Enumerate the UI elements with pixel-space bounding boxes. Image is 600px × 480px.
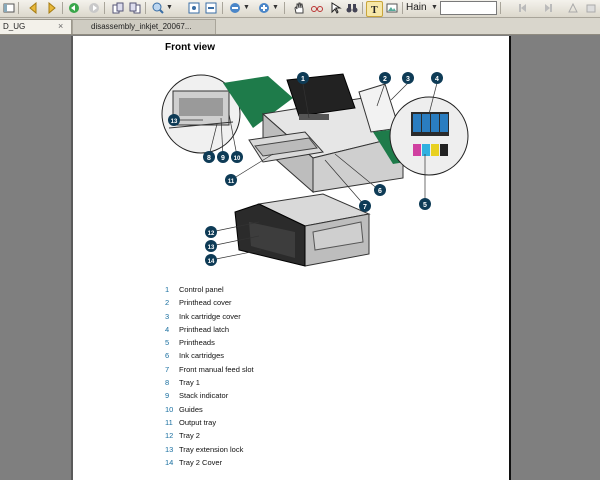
svg-text:2: 2 [383, 76, 387, 83]
rotate-right-icon[interactable] [127, 1, 142, 15]
part-number: 7 [165, 364, 170, 374]
list-item [165, 283, 254, 296]
callout-marker [359, 200, 371, 212]
binoculars-icon[interactable] [344, 1, 359, 15]
toolbar-separator [18, 2, 19, 14]
zoom-plus-icon[interactable] [256, 1, 271, 15]
toolbar-separator [284, 2, 285, 14]
list-item [165, 429, 254, 442]
part-number: 13 [165, 444, 174, 454]
rotate-left-icon[interactable] [110, 1, 125, 15]
toolbar-separator [222, 2, 223, 14]
part-label: Stack indicator [179, 391, 229, 401]
part-label: Tray 1 [179, 378, 200, 388]
list-item [165, 443, 254, 456]
part-label: Guides [179, 404, 203, 414]
part-number: 5 [165, 338, 170, 348]
close-tab-icon[interactable]: × [58, 21, 64, 31]
svg-text:7: 7 [363, 204, 367, 211]
callout-marker [168, 114, 180, 126]
toolbar-separator [500, 2, 501, 14]
toolbar-separator [362, 2, 363, 14]
callout-marker [374, 184, 386, 196]
callout-marker [419, 198, 431, 210]
next-page-icon[interactable] [44, 1, 59, 15]
svg-text:13: 13 [170, 119, 178, 125]
part-label: Output tray [179, 417, 217, 427]
part-label: Printhead latch [179, 324, 230, 334]
zoom-out-icon[interactable] [227, 1, 242, 15]
forward-icon[interactable] [86, 1, 101, 15]
callout-marker [379, 72, 391, 84]
toolbar-separator [104, 2, 105, 14]
printer-front-view-figure [73, 36, 509, 276]
svg-text:12: 12 [207, 231, 215, 237]
toolbar-separator [62, 2, 63, 14]
callout-marker [402, 72, 414, 84]
svg-text:T: T [370, 5, 378, 14]
part-number: 11 [165, 417, 173, 427]
page-shadow [509, 36, 511, 480]
tab-bar [0, 18, 600, 35]
page-title: Front view [165, 42, 216, 53]
callout-marker [225, 174, 237, 186]
svg-text:14: 14 [207, 259, 215, 265]
svg-text:13: 13 [207, 245, 215, 251]
part-number: 14 [165, 457, 174, 467]
part-number: 6 [165, 351, 170, 361]
list-item [165, 416, 254, 429]
svg-text:9: 9 [221, 155, 225, 162]
svg-text:1: 1 [301, 76, 305, 83]
part-label: Printhead cover [179, 298, 232, 308]
callout-marker [231, 151, 243, 163]
svg-text:11: 11 [227, 179, 235, 185]
back-icon[interactable] [66, 1, 81, 15]
part-label: Tray extension lock [179, 444, 244, 454]
callout-marker [205, 254, 217, 266]
part-number: 2 [165, 298, 170, 308]
svg-text:8: 8 [207, 155, 211, 162]
svg-text:4: 4 [435, 76, 439, 83]
part-label: Front manual feed slot [179, 364, 254, 374]
list-item [165, 310, 254, 323]
list-item [165, 376, 254, 389]
text-select-icon[interactable] [366, 1, 383, 17]
svg-text:10: 10 [233, 156, 241, 162]
part-number: 10 [165, 404, 174, 414]
previous-page-icon[interactable] [25, 1, 40, 15]
glasses-tool-icon[interactable] [309, 1, 324, 15]
part-label: Tray 2 [179, 431, 200, 441]
image-select-icon[interactable] [384, 1, 399, 15]
toolbar-separator [145, 2, 146, 14]
svg-text:3: 3 [406, 76, 410, 83]
callout-marker [205, 240, 217, 252]
list-item [165, 363, 254, 376]
part-label: Control panel [179, 285, 224, 294]
search-options-icon[interactable] [583, 1, 598, 15]
callout-marker [431, 72, 443, 84]
part-number: 8 [165, 378, 170, 388]
highlight-all-icon[interactable] [565, 1, 580, 15]
fit-width-icon[interactable] [203, 1, 218, 15]
search-previous-icon[interactable] [515, 1, 530, 15]
list-item [165, 336, 254, 349]
zoom-level-chevron-icon[interactable]: ▼ [431, 4, 438, 11]
callout-marker [217, 151, 229, 163]
zoom-menu-chevron-icon[interactable]: ▼ [166, 4, 173, 11]
callout-marker [297, 72, 309, 84]
zoom-label: Hain [406, 2, 427, 13]
select-arrow-icon[interactable] [328, 1, 343, 15]
part-label: Ink cartridges [179, 351, 225, 361]
list-item [165, 296, 254, 309]
callout-marker [203, 151, 215, 163]
document-page [73, 36, 509, 480]
fit-page-icon[interactable] [186, 1, 201, 15]
part-label: Tray 2 Cover [179, 457, 223, 467]
part-number: 3 [165, 311, 170, 321]
list-item [165, 389, 254, 402]
parts-list [165, 283, 254, 469]
zoom-plus-menu-chevron-icon[interactable]: ▼ [272, 4, 279, 11]
toolbar [0, 0, 600, 18]
printer-bottom-view [235, 194, 369, 266]
callout-marker [205, 226, 217, 238]
part-label: Printheads [179, 338, 215, 348]
list-item [165, 349, 254, 362]
sidebar-toggle-icon[interactable] [1, 1, 16, 15]
toolbar-separator [402, 2, 403, 14]
search-next-icon[interactable] [540, 1, 555, 15]
part-label: Ink cartridge cover [179, 311, 241, 321]
svg-text:6: 6 [378, 188, 382, 195]
part-number: 12 [165, 431, 174, 441]
list-item [165, 403, 254, 416]
list-item [165, 323, 254, 336]
part-number: 9 [165, 391, 170, 401]
tab-label: D_UG [3, 22, 26, 31]
tab-label: disassembly_inkjet_20067... [91, 22, 192, 31]
part-number: 4 [165, 324, 170, 334]
part-number: 1 [165, 285, 170, 294]
hand-tool-icon[interactable] [291, 1, 306, 15]
zoom-out-menu-chevron-icon[interactable]: ▼ [243, 4, 250, 11]
zoom-input[interactable] [440, 1, 497, 15]
list-item [165, 456, 254, 469]
cartridge-detail-inset [390, 97, 468, 175]
tab-disassembly[interactable] [72, 19, 216, 34]
zoom-in-icon[interactable] [150, 1, 165, 15]
svg-text:5: 5 [423, 202, 427, 209]
